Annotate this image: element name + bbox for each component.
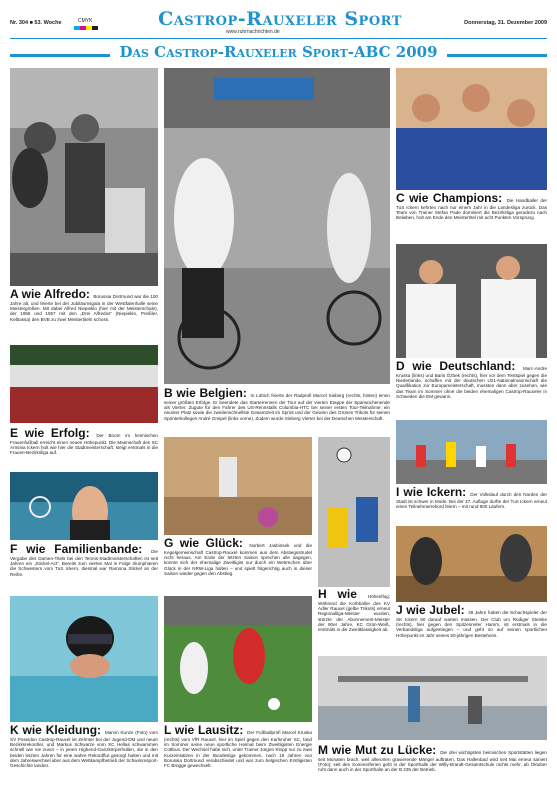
issue-number: Nr. 304 ■ 53. Woche [10,20,62,26]
photo-familienbande [10,472,158,540]
article-l [164,724,312,784]
article-e [10,427,158,467]
article-b-body: In Lüttich feierte der Radprofi Marcel Sieberg (rechts, hinten) einen seiner größten Erfolge. Er beendete das Starterrennen der Tour auf der vierten Etappe der Sparwochenende als Vierter. Zugute für den Fahrer des US-Rennstalls Columbia-HTC bei seiner ersten Tour-Teilnahme: ein neunter Platz sowie die zweitenschnellste Gesamtzeit im Sprint und der Gewinn des Grünen Trikots für seinen Sprinterkollegen André Greipel (links vorne). Zudem wurde Sieberg Vierter bei der Deutschen Meisterschaft. [164,393,390,421]
article-m [318,744,547,784]
masthead-title: Castrop-Rauxeler Sport [158,8,402,30]
color-registration-bars [74,26,98,30]
article-f [10,543,158,585]
photo-mut-zu-luecke [318,656,547,740]
article-j [396,604,547,650]
article-f-body: Die Vergabe des Damen-Titels bei den Tennis-Stadtmeisterschaften ist seit Jahren ein „Stickel-Act“. Bereits zum vierten Mal in Folge triumphieren die Schwestern vom TuS Ickern, diesmal war Ramona Stickel an der Reihe. [10,549,158,577]
photo-belgien [164,68,390,384]
article-m-heading: M wie Mut zu Lücke: [318,743,441,757]
article-g [164,537,312,589]
photo-kleidung [10,596,158,722]
cmyk-label: CMYK [78,18,93,24]
article-l-body: Der Fußballprofi Marcel Kruska (rechts) vom VfR Rauxel, hier im Spiel gegen den Karlsruher SC, fand im Sommer seine neue sportliche Heimat beim Zweitligisten Energie Cottbus. Der Wechsel hatte sich, unter Trainer Jürgen Klopp nur zu zwei Kurzeinsätzen in der Bundesliga gekommen, nach 18 Jahren von Borussia Dortmund verabschiedet und war zum belgischen Erstligisten FC Brügge gewechselt. [164,730,312,769]
article-b [164,387,390,431]
photo-jubel [396,526,547,602]
article-c-body: Die Handballer der TuS Ickern kehrten nach nur einem Jahr in die Landesliga zurück. Das Team von Trainer Stefan Pade dominiert die Bezirksliga geradezu nach Belieben, holt am Ende den Meistertitel mit acht Punkten Vorsprung. [396,198,548,221]
article-i-body: Der Volkslauf durch den Norden der Stadt ist schwer in Mode. Bei der 37. Auflage durfte der TuS Ickern erneut einen Teilnehmerrekord feiern – mit rund 800 Läufern. [396,492,548,510]
page-header [0,43,557,63]
header-bar-right [447,54,547,57]
article-a-body: Borussia Dortmund war die 100 Jahre alt, und feierte bei der Jubiläumsgala in der Westfalenhalle seine Meistergrößen. Mit dabei Alfred Niepieklo (hier mit der Meisterschale), der 1956 und 1957 mit den „Drei Alfredos“ (Niepieklo, Preißler, Kelbassa) den BVB zu zwei Meistertiteln schoss. [10,294,158,322]
photo-lausitz [164,596,312,722]
article-j-heading: J wie Jubel: [396,603,469,617]
article-d-heading: D wie Deutschland: [396,359,523,373]
article-e-body: Der Boom im heimischen Frauenfußball erreicht einen neuen Höhepunkt. Die Mannschaft des SC Arminia Ickern holt wie hier die Stadtmeisterschaft, steigt erstmals in die Frauen-Bezirksliga auf. [10,433,158,456]
article-h-body: Höhenflug: Während die Korbballer des KV Adler Rauxel (gelbe Trikots) erneut Regionalliga-Meister wurden, stürzte der Abonnement-Meister der 90er Jahre, KC Grün-Weiß, erstmals in die Zweitklassigkeit ab. [318,594,390,633]
photo-hoehenflug [318,437,390,587]
article-a [10,288,158,342]
photo-ickern [396,420,547,484]
masthead-rule [10,38,547,39]
photo-glueck [164,437,312,535]
article-a-heading: A wie Alfredo: [10,287,94,301]
article-h-heading: H wie [318,587,368,601]
article-e-heading: E wie Erfolg: [10,426,97,440]
article-k [10,724,158,784]
article-i-heading: I wie Ickern: [396,485,471,499]
article-m-body: Die drei wichtigsten heimischen Sportstätten liegen seit Monaten brach, weil allerorten gravierende Mängel auftraten. Das Hallenbad wird seit Mai erneut saniert (Foto); seit den Sommerferien geht in der Sporthalle der Willy-Brandt-Gesamtschule nichts mehr, ab Oktober ruht dann auch in der Sporthalle an der B 235 der Betrieb. [318,750,547,773]
photo-alfredo [10,68,158,286]
masthead-date: Donnerstag, 31. Dezember 2009 [464,20,547,26]
article-b-heading: B wie Belgien: [164,386,251,400]
article-d-body: Marc-Andre Kruska (links) und Baris Özbek (rechts), hier vor dem Testspiel gegen die Niederlande, schaffen mit der deutschen U21-Nationalmannschaft die Qualifikation zur Europameisterschaft, mussten dann aber zusehen, wie das Team im Sommer ohne die beiden ehemaligen Castrop-Rauxeler in Schweden die EM gewann. [396,366,547,399]
article-i [396,486,547,524]
photo-champions [396,68,547,190]
photo-deutschland [396,244,547,358]
article-f-heading: F wie Familienbande: [10,542,152,556]
article-g-heading: G wie Glück: [164,536,250,550]
article-d [396,360,547,412]
article-k-body: Marvin Kunze (Foto) vom SV Poseidon Castrop-Rauxel ist Zehnter bei der Jugend-DM und neuer Bezirksrekordler, und Markus Schwarze vom SC Hellas schwammen schnell wie nie zuvor – in jenen Highend-Ganzkörperhüllen, die in den beiden letzten Jahren für eine wahre Rekordflut gesorgt hatten und mit dem Jahreswechsel aber aus dem Wettkampfbetrieb der Schwimmsport-Geschichte landen. [10,730,158,769]
article-h [318,588,390,650]
article-g-body: Norbert Jasbinsek und die Kegelgemeinschaft Castrop-Rauxel kommen aus dem Abstiegsstrudel nicht heraus. Am Ende der letzten Saison sprechen alle dagegen, konnte sich der ehemalige Zweitligist nur durch ein Wettrechen über Glück in der NRW-Liga halten – und spielt folgerichtig auch in dieser Saison wieder gegen den Abstieg. [164,543,312,576]
article-c [396,192,547,236]
article-c-heading: C wie Champions: [396,191,507,205]
photo-erfolg [10,345,158,423]
article-j-body: 49 Jahre haben die Schachspieler der SK Ickern 60 darauf warten müssen. Der Club um Rüdiger Steinke (rechts), hier gegen den Spitzenreiter Hamm, ist erstmals in die Verbandsliga aufgestiegen – und geht so auf seinen sportlichen Höhepunkt im Jahr seines 50-jährigen Bestehens. [396,610,547,638]
article-l-heading: L wie Lausitz: [164,723,248,737]
masthead-url[interactable]: www.ruhrnachrichten.de [226,29,280,35]
article-k-heading: K wie Kleidung: [10,723,105,737]
page-title: Das Castrop-Rauxeler Sport-ABC 2009 [119,43,438,61]
